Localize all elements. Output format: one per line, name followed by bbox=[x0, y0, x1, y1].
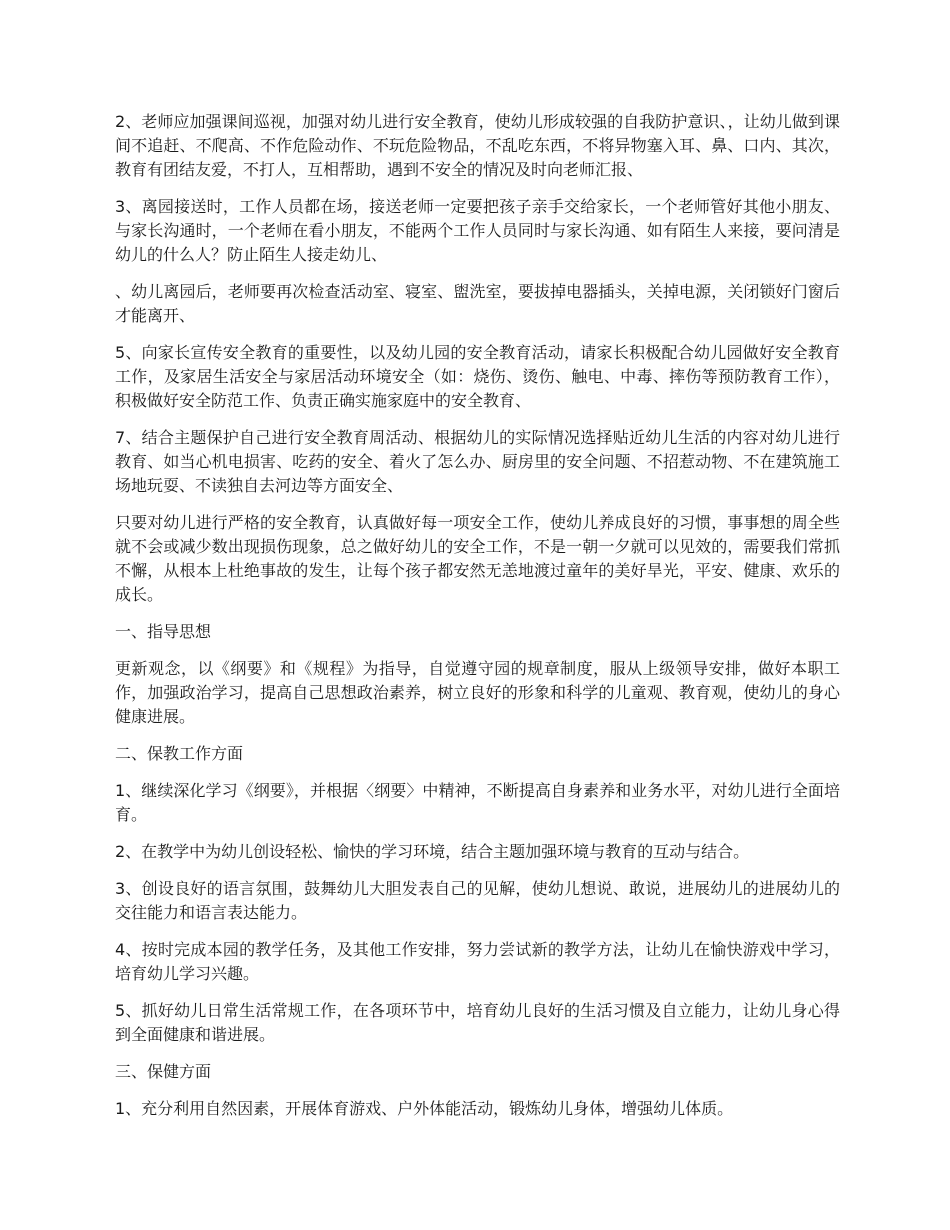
paragraph-pickup: 3、离园接送时，工作人员都在场，接送老师一定要把孩子亲手交给家长，一个老师管好其他小朋友、与家长沟通时，一个老师在看小朋友，不能两个工作人员同时与家长沟通、如有陌生人来接，要问清是幼儿的什么人？防止陌生人接走幼儿、 bbox=[115, 197, 840, 264]
paragraph-health-1: 1、充分利用自然因素，开展体育游戏、户外体能活动，锻炼幼儿身体，增强幼儿体质。 bbox=[115, 1099, 734, 1118]
paragraph-teacher-patrol: 2、老师应加强课间巡视，加强对幼儿进行安全教育，使幼儿形成较强的自我防护意识、，让幼儿做到课间不追赶、不爬高、不作危险动作、不玩危险物品，不乱吃东西，不将异物塞入耳、鼻、口内、其次，教育有团结友爱，不打人，互相帮助，遇到不安全的情况及时向老师汇报、 bbox=[115, 112, 840, 179]
paragraph-safety-week: 7、结合主题保护自己进行安全教育周活动、根据幼儿的实际情况选择贴近幼儿生活的内容对幼儿进行教育、如当心机电损害、吃药的安全、着火了怎么办、厨房里的安全问题、不招惹动物、不在建筑施工场地玩耍、不读独自去河边等方面安全、 bbox=[115, 428, 840, 495]
paragraph-parent-publicity: 5、向家长宣传安全教育的重要性，以及幼儿园的安全教育活动，请家长积极配合幼儿园做好安全教育工作，及家居生活安全与家居活动环境安全（如：烧伤、烫伤、触电、中毒、摔伤等预防教育工作），积极做好安全防范工作、负责正确实施家庭中的安全教育、 bbox=[115, 343, 840, 410]
section-heading-teaching-work: 二、保教工作方面 bbox=[115, 744, 244, 763]
paragraph-teaching-5: 5、抓好幼儿日常生活常规工作，在各项环节中，培育幼儿良好的生活习惯及自立能力，让幼儿身心得到全面健康和谐进展。 bbox=[115, 1001, 840, 1044]
paragraph-after-leaving: 、幼儿离园后，老师要再次检查活动室、寝室、盥洗室，要拔掉电器插头，关掉电源，关闭锁好门窗后才能离开、 bbox=[115, 282, 840, 325]
paragraph-teaching-2: 2、在教学中为幼儿创设轻松、愉快的学习环境，结合主题加强环境与教育的互动与结合。 bbox=[115, 842, 750, 861]
paragraph-teaching-4: 4、按时完成本园的教学任务，及其他工作安排，努力尝试新的教学方法，让幼儿在愉快游戏中学习，培育幼儿学习兴趣。 bbox=[115, 940, 840, 983]
paragraph-summary: 只要对幼儿进行严格的安全教育，认真做好每一项安全工作，使幼儿养成良好的习惯，事事想的周全些就不会或减少数出现损伤现象，总之做好幼儿的安全工作，不是一朝一夕就可以见效的，需要我们常抓不懈，从根本上杜绝事故的发生，让每个孩子都安然无恙地渡过童年的美好旱光，平安、健康、欢乐的成长。 bbox=[115, 513, 840, 604]
section-heading-guiding-thought: 一、指导思想 bbox=[115, 622, 212, 641]
paragraph-guiding-thought: 更新观念，以《纲要》和《规程》为指导，自觉遵守园的规章制度，服从上级领导安排，做好本职工作，加强政治学习，提高自己思想政治素养，树立良好的形象和科学的儿童观、教育观，使幼儿的身心健康进展。 bbox=[115, 659, 840, 726]
section-heading-health-care: 三、保健方面 bbox=[115, 1062, 212, 1081]
document-body bbox=[115, 110, 840, 1134]
paragraph-teaching-1: 1、继续深化学习《纲要》，并根据〈纲要〉中精神，不断提高自身素养和业务水平，对幼儿进行全面培育。 bbox=[115, 781, 840, 824]
paragraph-teaching-3: 3、创设良好的语言氛围，鼓舞幼儿大胆发表自己的见解，使幼儿想说、敢说，进展幼儿的进展幼儿的交往能力和语言表达能力。 bbox=[115, 879, 840, 922]
